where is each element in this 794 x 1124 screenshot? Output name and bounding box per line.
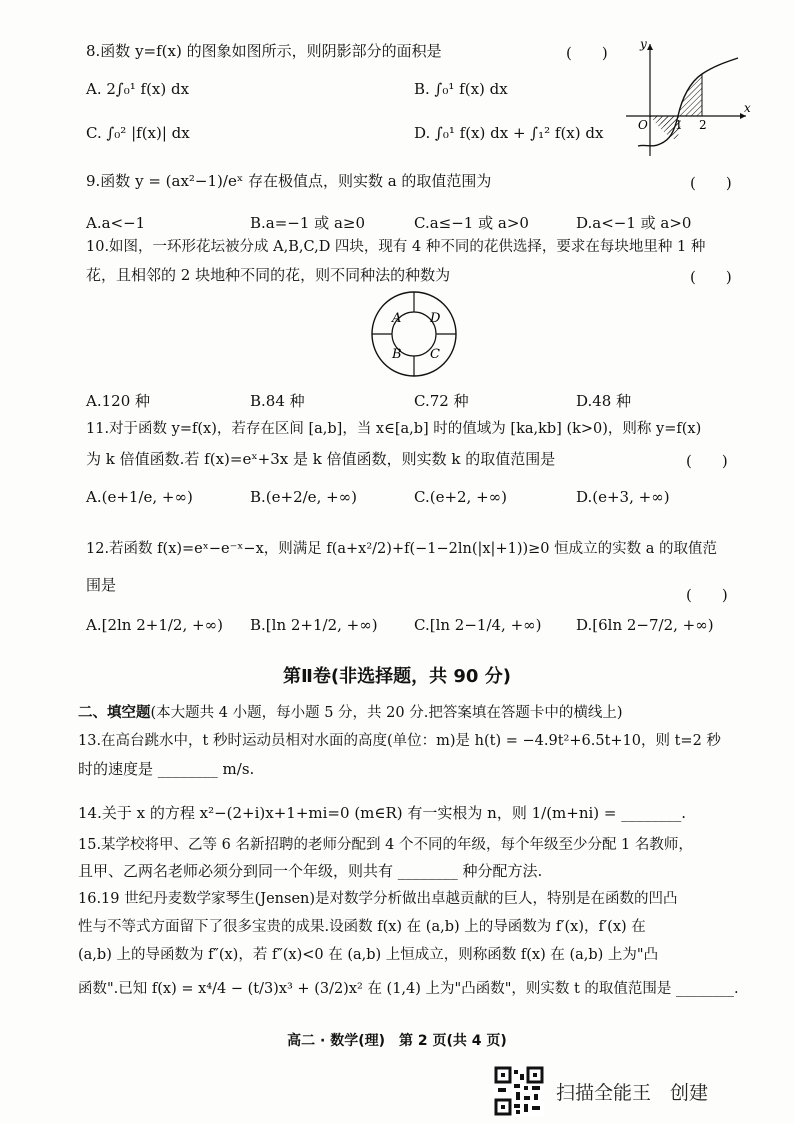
q9-stem: 9.函数 y = (ax²−1)/eˣ 存在极值点，则实数 a 的取值范围为 <box>86 172 492 190</box>
q15-line2: 且甲、乙两名老师必须分到同一个年级，则共有 ________ 种分配方法. <box>78 862 543 880</box>
q9-answer-paren: ( ) <box>690 174 732 192</box>
q8-stem: 8.函数 y=f(x) 的图象如图所示，则阴影部分的面积是 <box>86 42 442 60</box>
q12-option-c: C.[ln 2−1/4, +∞) <box>414 616 542 634</box>
q12-option-d: D.[6ln 2−7/2, +∞) <box>576 616 714 634</box>
q11-option-d: D.(e+3, +∞) <box>576 488 670 506</box>
q8-option-b: B. ∫₀¹ f(x) dx <box>414 80 508 98</box>
q15-line1: 15.某学校将甲、乙等 6 名新招聘的老师分配到 4 个不同的年级，每个年级至少分配 1 名教师， <box>78 837 693 853</box>
q11-stem-line2: 为 k 倍值函数.若 f(x)=eˣ+3x 是 k 倍值函数，则实数 k 的取值范围是 <box>86 450 556 468</box>
fill-section-header <box>78 704 622 722</box>
q12-answer-paren: ( ) <box>686 586 728 604</box>
graph-x-label: x <box>744 101 751 115</box>
ring-label-d: D <box>430 311 441 326</box>
fill-header-rest: (本大题共 4 小题，每小题 5 分，共 20 分.把答案填在答题卡中的横线上) <box>150 705 623 721</box>
q9-option-a: A.a<−1 <box>86 214 146 232</box>
q12-stem-line2: 围是 <box>86 576 117 594</box>
q8-answer-paren: ( ) <box>566 44 608 62</box>
q12-option-b: B.[ln 2+1/2, +∞) <box>250 616 378 634</box>
q9-option-d: D.a<−1 或 a>0 <box>576 214 692 232</box>
q14-line: 14.关于 x 的方程 x²−(2+i)x+1+mi=0 (m∈R) 有一实根为 n，则 1/(m+ni) = ________. <box>78 804 687 822</box>
graph-tick-1: 1 <box>675 118 683 132</box>
q10-option-b: B.84 种 <box>250 392 305 410</box>
q10-option-d: D.48 种 <box>576 392 632 410</box>
fill-header-bold: 二、填空题 <box>78 705 151 721</box>
page-footer: 高二 · 数学(理) 第 2 页(共 4 页) <box>287 1033 507 1049</box>
q13-line2: 时的速度是 ________ m/s. <box>78 760 255 778</box>
q11-answer-paren: ( ) <box>686 452 728 470</box>
q8-option-c: C. ∫₀² |f(x)| dx <box>86 124 190 142</box>
graph-y-label: y <box>640 37 647 51</box>
q13-line1: 13.在高台跳水中，t 秒时运动员相对水面的高度(单位：m)是 h(t) = −4.9t²+6.5t+10，则 t=2 秒 <box>78 733 721 749</box>
ring-label-b: B <box>392 347 402 362</box>
q11-option-a: A.(e+1/e, +∞) <box>86 488 193 506</box>
ring-label-c: C <box>430 347 440 362</box>
graph-origin-label: O <box>638 118 648 132</box>
q8-option-a: A. 2∫₀¹ f(x) dx <box>86 80 190 98</box>
q16-line2: 性与不等式方面留下了很多宝贵的成果.设函数 f(x) 在 (a,b) 上的导函数为 f′(x)，f′(x) 在 <box>78 919 646 935</box>
q10-stem-line1: 10.如图，一环形花坛被分成 A,B,C,D 四块，现有 4 种不同的花供选择，要求在每块地里种 1 种 <box>86 239 706 255</box>
qr-code-icon <box>494 1066 544 1116</box>
q9-option-c: C.a≤−1 或 a>0 <box>414 214 529 232</box>
q12-option-a: A.[2ln 2+1/2, +∞) <box>86 616 223 634</box>
graph-tick-2: 2 <box>699 118 707 132</box>
ring-label-a: A <box>392 311 402 326</box>
q10-stem-line2: 花，且相邻的 2 块地种不同的花，则不同种法的种数为 <box>86 266 451 284</box>
q11-option-b: B.(e+2/e, +∞) <box>250 488 358 506</box>
section-ii-title: 第Ⅱ卷(非选择题，共 90 分) <box>283 666 511 687</box>
q16-line3: (a,b) 上的导函数为 f″(x)，若 f″(x)<0 在 (a,b) 上恒成立，则称函数 f(x) 在 (a,b) 上为"凸 <box>78 947 659 963</box>
q10-option-c: C.72 种 <box>414 392 469 410</box>
q16-line4: 函数".已知 f(x) = x⁴/4 − (t/3)x³ + (3/2)x² 在 (1,4) 上为"凸函数"，则实数 t 的取值范围是 ________. <box>78 981 739 997</box>
q11-stem-line1: 11.对于函数 y=f(x)，若存在区间 [a,b]，当 x∈[a,b] 时的值域为 [ka,kb] (k>0)，则称 y=f(x) <box>86 421 702 437</box>
q12-stem-line1: 12.若函数 f(x)=eˣ−e⁻ˣ−x，则满足 f(a+x²/2)+f(−1−2ln(|x|+1))≥0 恒成立的实数 a 的取值范 <box>86 541 717 557</box>
q9-option-b: B.a=−1 或 a≥0 <box>250 214 366 232</box>
q10-ring-diagram <box>368 288 460 380</box>
q11-option-c: C.(e+2, +∞) <box>414 488 508 506</box>
q8-option-d: D. ∫₀¹ f(x) dx + ∫₁² f(x) dx <box>414 124 604 142</box>
shaded-region-above <box>678 74 702 116</box>
q8-function-graph <box>618 36 754 160</box>
q16-line1: 16.19 世纪丹麦数学家琴生(Jensen)是对数学分析做出卓越贡献的巨人，特别是在函数的凹凸 <box>78 891 678 907</box>
q10-answer-paren: ( ) <box>690 268 732 286</box>
scanner-watermark-label: 扫描全能王 创建 <box>556 1082 709 1104</box>
q10-option-a: A.120 种 <box>86 392 150 410</box>
